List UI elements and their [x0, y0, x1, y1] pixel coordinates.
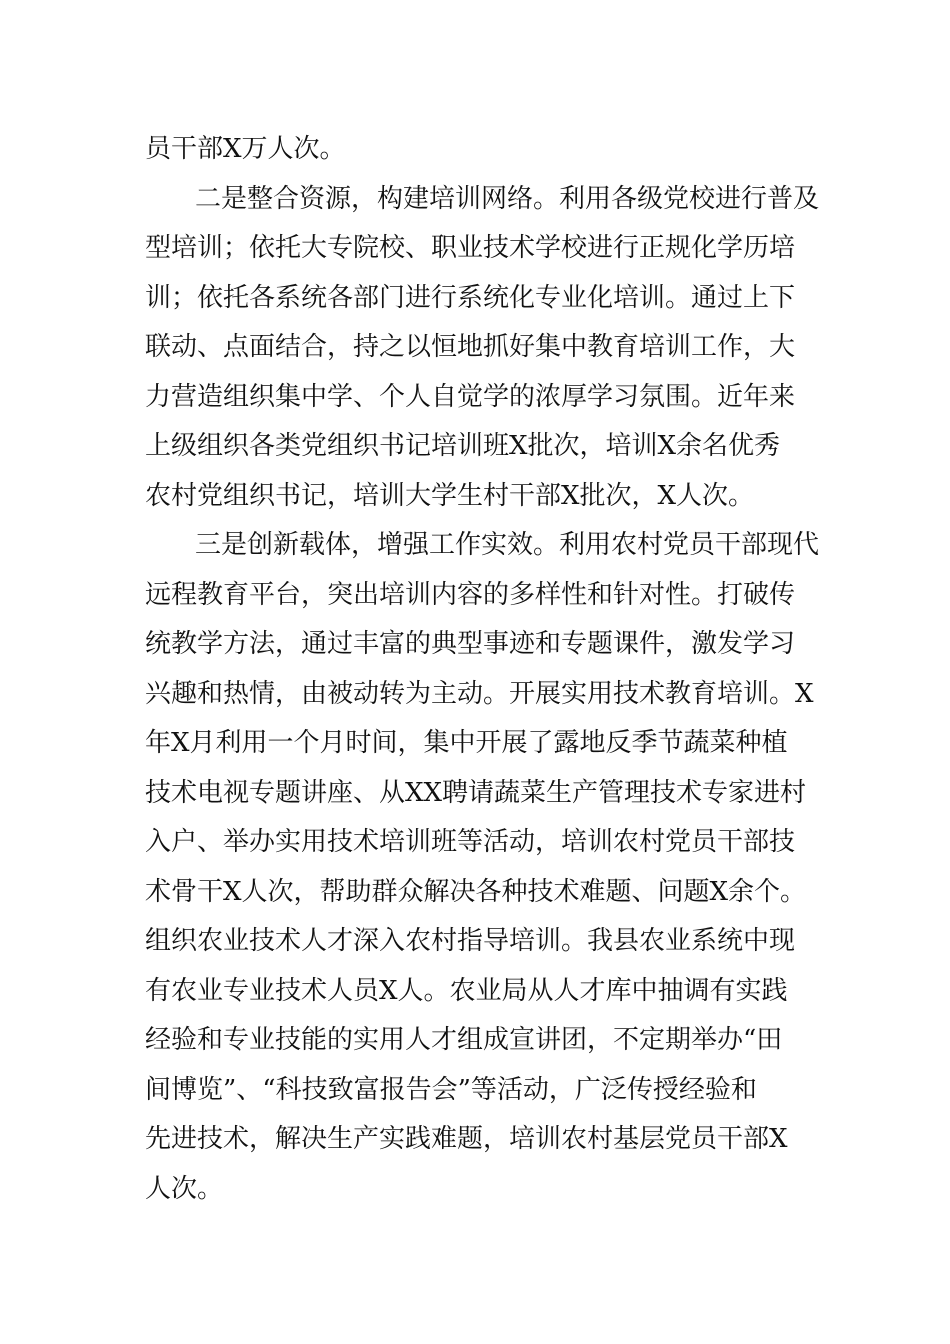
- paragraph-3-start: 三是创新载体，增强工作实效。利用农村党员干部现代: [195, 530, 820, 560]
- text-line-3: 型培训；依托大专院校、职业技术学校进行正规化学历培: [145, 233, 796, 263]
- text-line-18: 有农业专业技术人员X人。农业局从人才库中抽调有实践: [145, 975, 788, 1006]
- text-line-8: 农村党组织书记，培训大学生村干部X批次，X人次。: [145, 480, 755, 511]
- text-line-5: 联动、点面结合，持之以恒地抓好集中教育培训工作，大: [145, 332, 796, 362]
- text-line-6: 力营造组织集中学、个人自觉学的浓厚学习氛围。近年来: [145, 381, 796, 412]
- text-line-14: 技术电视专题讲座、从XX聘请蔬菜生产管理技术专家进村: [145, 777, 807, 808]
- text-line-21: 先进技术，解决生产实践难题，培训农村基层党员干部X: [145, 1124, 788, 1154]
- paragraph-2-start: 二是整合资源，构建培训网络。利用各级党校进行普及: [195, 183, 820, 214]
- text-line-1: 员干部X万人次。: [145, 134, 346, 164]
- text-line-13: 年X月利用一个月时间，集中开展了露地反季节蔬菜种植: [145, 728, 788, 758]
- text-line-15: 入户、举办实用技术培训班等活动，培训农村党员干部技: [145, 827, 796, 857]
- text-line-20: 间博览”、“科技致富报告会”等活动，广泛传授经验和: [145, 1074, 757, 1105]
- text-line-17: 组织农业技术人才深入农村指导培训。我县农业系统中现: [145, 926, 796, 956]
- text-line-7: 上级组织各类党组织书记培训班X批次，培训X余名优秀: [145, 431, 781, 461]
- text-line-22: 人次。: [145, 1173, 224, 1204]
- text-line-19: 经验和专业技能的实用人才组成宣讲团，不定期举办“田: [145, 1025, 783, 1055]
- body-text: [145, 125, 820, 1214]
- text-line-10: 远程教育平台，突出培训内容的多样性和针对性。打破传: [145, 579, 796, 610]
- text-line-11: 统教学方法，通过丰富的典型事迹和专题课件，激发学习: [145, 629, 796, 659]
- text-line-16: 术骨干X人次，帮助群众解决各种技术难题、问题X余个。: [145, 876, 807, 907]
- text-line-4: 训；依托各系统各部门进行系统化专业化培训。通过上下: [145, 282, 796, 313]
- text-line-12: 兴趣和热情，由被动转为主动。开展实用技术教育培训。X: [145, 678, 814, 709]
